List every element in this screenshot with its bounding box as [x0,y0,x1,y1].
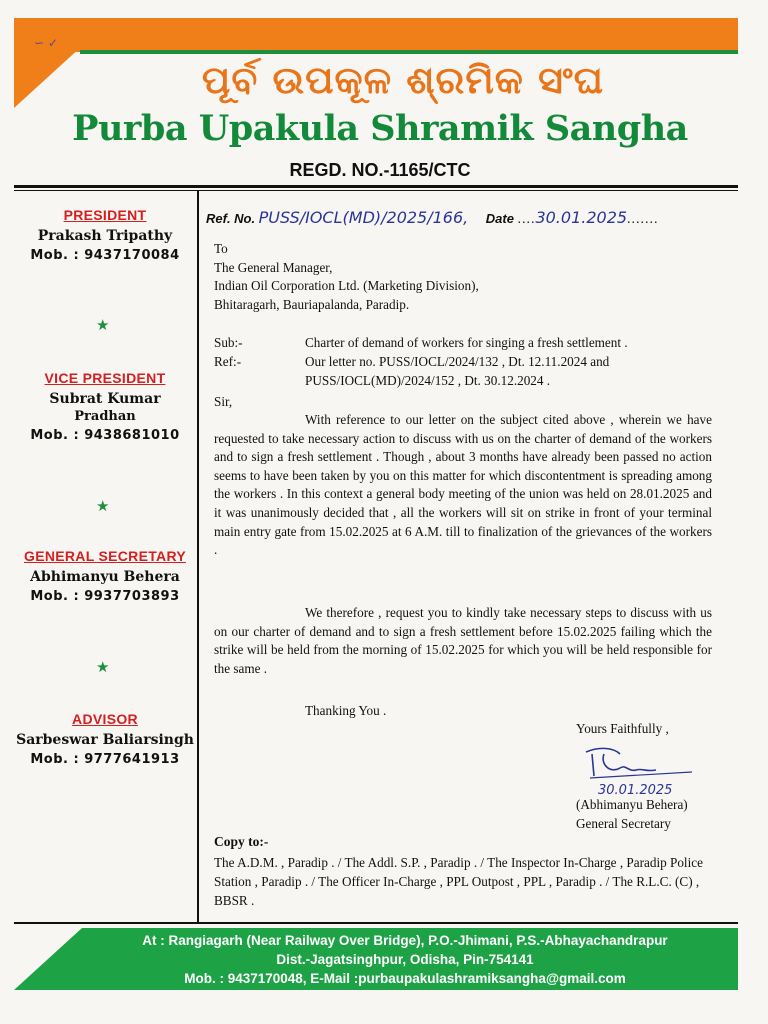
bearer-mobile: Mob. : 9937703893 [30,589,180,604]
footer-contact-line: Mob. : 9437170048, E-Mail :purbaupakulashramiksangha@gmail.com [184,971,626,986]
footer-divider [14,922,738,924]
pen-mark: ∽ ✓ [34,36,58,50]
bearer-name-line2: Pradhan [74,409,136,424]
signatory-block [576,796,688,833]
bearer-name: Prakash Tripathy [37,228,173,244]
closing: Yours Faithfully , [576,721,669,736]
signatory-title: General Secretary [576,815,671,831]
role-title: PRESIDENT [63,207,147,223]
date-dots-trailing: ....... [627,212,659,227]
bearer-name: Abhimanyu Behera [30,569,180,585]
sidebar-divider [197,191,199,923]
date-value: 30.01.2025 [535,208,628,227]
reference-line-2: PUSS/IOCL(MD)/2024/152 , Dt. 30.12.2024 . [305,372,551,388]
organization-name: Purba Upakula Shramik Sangha [72,108,688,149]
ref-number: PUSS/IOCL(MD)/2025/166, [258,208,469,227]
signatory-name: (Abhimanyu Behera) [576,797,688,812]
footer-address-line: At : Rangiagarh (Near Railway Over Bridge), P.O.-Jhimani, P.S.-Abhayachandrapur [142,933,668,948]
subject-label: Sub:- [214,335,243,350]
footer-district-line: Dist.-Jagatsinghpur, Odisha, Pin-754141 [276,952,534,967]
bearer-name: Sarbeswar Baliarsingh [16,732,194,748]
office-bearer-advisor [14,711,196,767]
date-dots: .... [517,212,536,227]
to-line: To [214,241,228,256]
star-icon: ★ [96,318,110,334]
header-green-rule [80,50,738,54]
star-icon: ★ [96,660,110,676]
addressee-company: Indian Oil Corporation Ltd. (Marketing Division), [214,278,479,294]
reference-line [206,208,736,228]
header-orange-band [14,18,738,52]
addressee-address: Bhitaragarh, Bauriapalanda, Paradip. [214,296,410,312]
ref-label: Ref. No. [206,211,256,226]
copy-to-recipients: The A.D.M. , Paradip . / The Addl. S.P. , Paradip . / The Inspector In-Charge , Paradip Police Station , Paradip . / The Officer In-Charge , PPL Outpost , PPL , Paradip . / The R.L.C. (C) , BBSR . [214,855,703,908]
star-icon: ★ [96,499,110,515]
footer-address [60,931,750,988]
bearer-mobile: Mob. : 9777641913 [30,752,180,767]
office-bearer-general-secretary [14,548,196,604]
body-paragraph-2: We therefore , request you to kindly take necessary steps to discuss with us on our charter of demand and to sign a fresh settlement before 15.02.2025 failing which the strike will be held from the morning of 15.02.2025 for which you will be held responsible for the same . [214,605,712,676]
subject-text: Charter of demand of workers for singing a fresh settlement . [305,335,628,350]
bearer-mobile: Mob. : 9438681010 [30,428,180,443]
reference-label: Ref:- [214,354,242,369]
body-paragraph-1: With reference to our letter on the subject cited above , wherein we have requested to take necessary action to discuss with us on the charter of demand of the workers and to sign a fresh settlement . Though , about 3 months have already been passed no action seems to have been taken by you on this matter for which discontentment is spreading among the workers . In this context a general body meeting of the union was held on 28.01.2025 and it was unanimously decided that , all the workers will sit on strike in front of your terminal main entry gate from 15.02.2025 at 6 A.M. till to finalization of the grievances of the workers . [214,412,712,558]
reference-line-1: Our letter no. PUSS/IOCL/2024/132 , Dt. 12.11.2024 and [305,354,610,369]
bearer-name: Subrat Kumar [49,391,161,407]
office-bearer-vice-president [14,370,196,443]
header-divider-thin [14,190,738,191]
role-title: VICE PRESIDENT [44,370,166,386]
reference-row [214,353,734,391]
thanks-line: Thanking You . [305,703,387,718]
odia-title: ପୂର୍ବ ଉପକୂଳ ଶ୍ରମିକ ସଂଘ [201,58,605,102]
copy-to-label: Copy to:- [214,834,269,849]
office-bearer-president [14,207,196,263]
registration-number: REGD. NO.-1165/CTC [289,160,471,180]
addressee-block [214,240,712,314]
header-divider [14,185,738,188]
addressee-title: The General Manager, [214,259,333,275]
role-title: ADVISOR [72,711,138,727]
date-label: Date [485,211,514,226]
header-orange-wedge [14,46,82,108]
reference-text [305,353,725,390]
salutation: Sir, [214,394,233,409]
signature-date: 30.01.2025 [598,783,673,798]
signature-drawing [580,742,700,800]
role-title: GENERAL SECRETARY [24,548,186,564]
subject-row [214,334,734,353]
bearer-mobile: Mob. : 9437170084 [30,248,180,263]
